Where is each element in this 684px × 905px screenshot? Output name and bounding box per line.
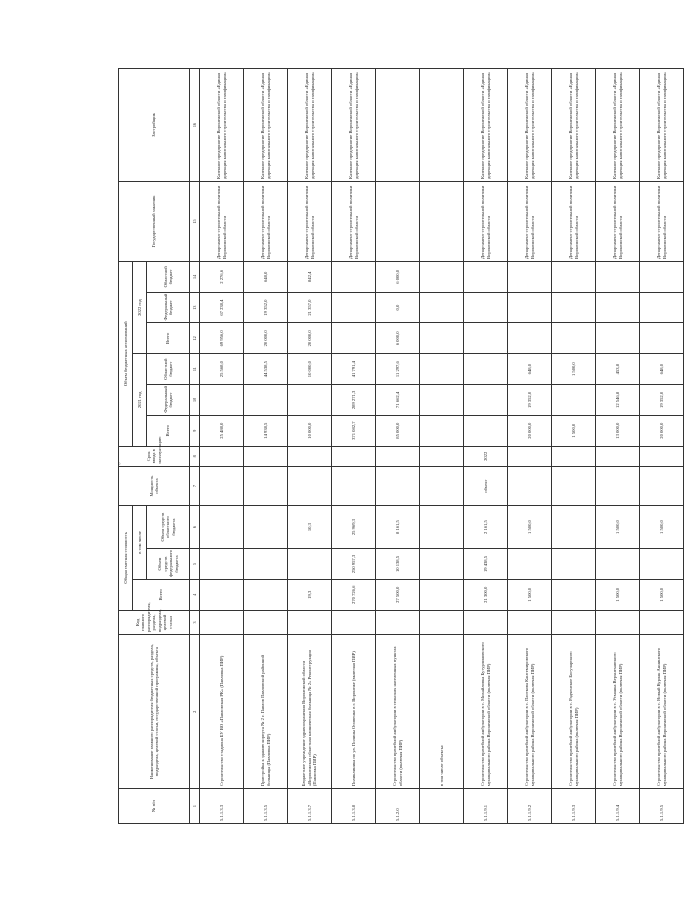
- table-row: [288, 69, 332, 824]
- table-row: [552, 69, 596, 824]
- cell-n: 5.1.1.9.5: [640, 789, 684, 824]
- cell-name: Строительство врачебной амбулатории в с. Новый Курлак Аннинского муниципального района Воронежской области (включая ПИР): [640, 635, 684, 789]
- cell-cost-total: 270 726,6: [332, 579, 376, 610]
- cell-name: Строительство врачебной амбулатории в с. Радченское Богучарского муниципального района (включая ПИР): [552, 635, 596, 789]
- cell-r21: 11 297,6: [376, 354, 420, 385]
- cell-cost-fed: 10 138,5: [376, 549, 420, 580]
- cell-t22: 69 956,0: [200, 323, 244, 354]
- header-2021-total: Всего: [147, 415, 190, 446]
- cell-cost-total: 21 300,0: [464, 579, 508, 610]
- cell-capacity: объект: [464, 467, 508, 506]
- cell-cost-reg: 2 161,5: [464, 506, 508, 549]
- cell-r22: [640, 261, 684, 292]
- cell-t22: [464, 323, 508, 354]
- cell-cost-fed: [200, 549, 244, 580]
- cell-customer: Департамент строительной политики Воронежской области: [244, 181, 288, 261]
- cell-cost-fed: [508, 549, 552, 580]
- header-2021: 2021 год: [133, 354, 147, 446]
- cell-customer: Департамент строительной политики Воронежской области: [552, 181, 596, 261]
- header-cost-total: Всего: [133, 579, 190, 610]
- cell-cost-total: 27 500,0: [376, 579, 420, 610]
- cell-f22: 0,0: [376, 292, 420, 323]
- cell-f22: [552, 292, 596, 323]
- header-2022-total: Всего: [147, 323, 190, 354]
- cell-cost-fed: [640, 549, 684, 580]
- cell-capacity: [552, 467, 596, 506]
- cell-deadline: [508, 446, 552, 467]
- cell-deadline: [376, 446, 420, 467]
- cell-developer: [420, 69, 464, 182]
- cell-cost-reg: [420, 506, 464, 549]
- cell-customer: Департамент строительной политики Воронежской области: [596, 181, 640, 261]
- cell-f22: 19 352,0: [244, 292, 288, 323]
- cell-f21: [200, 385, 244, 416]
- header-funding: Объем бюджетных ассигнований: [119, 261, 133, 446]
- table-row: [376, 69, 420, 824]
- cell-cost-total: 1 500,0: [640, 579, 684, 610]
- cell-f22: [508, 292, 552, 323]
- cell-deadline: [640, 446, 684, 467]
- cell-code: [552, 610, 596, 635]
- cell-cost-fed: 250 957,3: [332, 549, 376, 580]
- table-body: [200, 69, 684, 824]
- cell-deadline: [244, 446, 288, 467]
- cell-f21: 12 546,8: [596, 385, 640, 416]
- cell-n: 5.1.1.9.2: [508, 789, 552, 824]
- cell-r21: 1 500,0: [552, 354, 596, 385]
- cell-developer: Казенное предприятие Воронежской области «Единая дирекция капитального строительства и газификации»: [508, 69, 552, 182]
- header-cost-fed: Объем средств федерального бюджета: [147, 549, 190, 580]
- header-2022-reg: Областной бюджет: [147, 261, 190, 292]
- cell-r22: [464, 261, 508, 292]
- cell-f22: [464, 292, 508, 323]
- cell-n: 5.1.1.9.4: [596, 789, 640, 824]
- cell-code: [244, 610, 288, 635]
- cell-deadline: [200, 446, 244, 467]
- header-cost-incl: в том числе: [133, 506, 147, 580]
- table-row: [244, 69, 288, 824]
- cell-t21: [420, 415, 464, 446]
- cell-capacity: [376, 467, 420, 506]
- cell-t21: 20 000,0: [640, 415, 684, 446]
- cell-t22: 20 000,0: [288, 323, 332, 354]
- cell-name: в том числе объекты:: [420, 635, 464, 789]
- cell-cost-total: [244, 579, 288, 610]
- cell-cost-total: [552, 579, 596, 610]
- table-row: [464, 69, 508, 824]
- cell-t22: [508, 323, 552, 354]
- cell-r22: 842,4: [288, 261, 332, 292]
- cell-customer: Департамент строительной политики Воронежской области: [288, 181, 332, 261]
- cell-r22: [420, 261, 464, 292]
- cell-r21: [464, 354, 508, 385]
- cell-t22: [420, 323, 464, 354]
- cell-t21: 25 488,0: [200, 415, 244, 446]
- cell-f21: 19 352,0: [640, 385, 684, 416]
- cell-deadline: 2022: [464, 446, 508, 467]
- cell-cost-reg: 1 500,0: [640, 506, 684, 549]
- cell-deadline: [332, 446, 376, 467]
- cell-code: [596, 610, 640, 635]
- cell-r21: 10 000,0: [288, 354, 332, 385]
- cell-developer: Казенное предприятие Воронежской области «Единая дирекция капитального строительства и газификации»: [200, 69, 244, 182]
- cell-cost-fed: [596, 549, 640, 580]
- cell-r21: 25 568,0: [200, 354, 244, 385]
- cell-capacity: [508, 467, 552, 506]
- cell-f21: [288, 385, 332, 416]
- cell-developer: Казенное предприятие Воронежской области «Единая дирекция капитального строительства и газификации»: [640, 69, 684, 182]
- cell-name: Строительство врачебной амбулатории в с. Михайловка Бутурлиновского муниципального района Воронежской области (включая ПИР): [464, 635, 508, 789]
- cell-n: 5.1.2.0: [376, 789, 420, 824]
- cell-cost-reg: [200, 506, 244, 549]
- table-row: [332, 69, 376, 824]
- cell-r21: 44 538,5: [244, 354, 288, 385]
- header-2021-reg: Областной бюджет: [147, 354, 190, 385]
- cell-t21: 13 000,0: [596, 415, 640, 446]
- cell-cost-total: [200, 579, 244, 610]
- cell-n: 5.1.1.3.3: [200, 789, 244, 824]
- cell-n: 5.1.1.9.3: [552, 789, 596, 824]
- cell-cost-total: [420, 579, 464, 610]
- cell-r21: 453,8: [596, 354, 640, 385]
- cell-customer: Департамент строительной политики Воронежской области: [508, 181, 552, 261]
- header-2021-fed: Федеральный бюджет: [147, 385, 190, 416]
- cell-developer: Казенное предприятие Воронежской области «Единая дирекция капитального строительства и газификации»: [552, 69, 596, 182]
- cell-developer: Казенное предприятие Воронежской области «Единая дирекция капитального строительства и газификации»: [464, 69, 508, 182]
- header-developer: Застройщик: [119, 69, 190, 182]
- cell-cost-fed: 19 438,5: [464, 549, 508, 580]
- cell-t22: 6 000,0: [376, 323, 420, 354]
- column-index-row: 1 2 3 4 5 6 7 8 9 10 11 12 13 14 15 16: [190, 69, 200, 824]
- cell-code: [640, 610, 684, 635]
- cell-t22: [552, 323, 596, 354]
- cell-r21: 41 791,4: [332, 354, 376, 385]
- cell-developer: Казенное предприятие Воронежской области «Единая дирекция капитального строительства и газификации»: [332, 69, 376, 182]
- cell-cost-total: 19,3: [288, 579, 332, 610]
- cell-developer: Казенное предприятие Воронежской области «Единая дирекция капитального строительства и газификации»: [288, 69, 332, 182]
- cell-cost-reg: 25 969,3: [332, 506, 376, 549]
- cell-code: [288, 610, 332, 635]
- cell-customer: Департамент строительной политики Воронежской области: [200, 181, 244, 261]
- cell-r22: 2 276,6: [200, 261, 244, 292]
- cell-t21: 371 082,7: [332, 415, 376, 446]
- header-n: № п/п: [119, 789, 190, 824]
- cell-t22: [332, 323, 376, 354]
- cell-n: 5.1.1.3.5: [244, 789, 288, 824]
- cell-name: Строительство врачебной амбулатории в с. Усманка Верхнехавского муниципального района Воронежской области (включая ПИР): [596, 635, 640, 789]
- cell-cost-reg: 1 500,0: [508, 506, 552, 549]
- table-row: [640, 69, 684, 824]
- cell-code: [376, 610, 420, 635]
- cell-f22: [420, 292, 464, 323]
- cell-customer: Департамент строительной политики Воронежской области: [332, 181, 376, 261]
- cell-t21: 10 000,0: [288, 415, 332, 446]
- header-2022: 2022 год: [133, 261, 147, 353]
- header-customer: Государственный заказчик: [119, 181, 190, 261]
- header-name: Наименование главного распорядителя бюджетных средств, раздела, подраздела, целевой статьи, государственной программы, объекта: [119, 635, 190, 789]
- cell-name: Бюджетное учреждение здравоохранения Воронежской области «Воронежская областная клиническая больница № 2» Реконструкция (Павловка ПИР): [288, 635, 332, 789]
- table-row: [596, 69, 640, 824]
- cell-r22: 6 000,0: [376, 261, 420, 292]
- cell-deadline: [420, 446, 464, 467]
- stray-mark: о: [118, 462, 121, 467]
- cell-t21: 1 500,0: [552, 415, 596, 446]
- cell-t21: 20 000,0: [508, 415, 552, 446]
- cell-cost-reg: 10,3: [288, 506, 332, 549]
- cell-deadline: [288, 446, 332, 467]
- cell-cost-reg: [552, 506, 596, 549]
- cell-cost-fed: [552, 549, 596, 580]
- cell-n: 5.1.1.9.1: [464, 789, 508, 824]
- table-row: [200, 69, 244, 824]
- cell-capacity: [244, 467, 288, 506]
- cell-cost-fed: [420, 549, 464, 580]
- cell-f21: 19 352,0: [508, 385, 552, 416]
- cell-cost-total: 1 500,0: [596, 579, 640, 610]
- cell-t21: 85 000,0: [376, 415, 420, 446]
- header-cost: Общая сметная стоимость: [119, 506, 133, 611]
- cell-f21: 289 271,3: [332, 385, 376, 416]
- cell-r22: [508, 261, 552, 292]
- cell-r22: [596, 261, 640, 292]
- cell-customer: Департамент строительной политики Воронежской области: [640, 181, 684, 261]
- cell-deadline: [552, 446, 596, 467]
- cell-cost-reg: 8 161,5: [376, 506, 420, 549]
- cell-f22: [596, 292, 640, 323]
- cell-developer: Казенное предприятие Воронежской области «Единая дирекция капитального строительства и газификации»: [596, 69, 640, 182]
- cell-name: Строительство врачебной амбулатории в сельских населенных пунктах области (включая ПИР): [376, 635, 420, 789]
- cell-capacity: [332, 467, 376, 506]
- cell-n: [420, 789, 464, 824]
- cell-t22: [596, 323, 640, 354]
- cell-customer: [376, 181, 420, 261]
- cell-developer: [376, 69, 420, 182]
- header-2022-fed: Федеральный бюджет: [147, 292, 190, 323]
- cell-n: 5.1.1.3.7: [288, 789, 332, 824]
- cell-code: [464, 610, 508, 635]
- cell-capacity: [288, 467, 332, 506]
- cell-cost-reg: [244, 506, 288, 549]
- cell-f21: 71 662,4: [376, 385, 420, 416]
- cell-f21: [244, 385, 288, 416]
- cell-developer: Казенное предприятие Воронежской области «Единая дирекция капитального строительства и газификации»: [244, 69, 288, 182]
- cell-cost-total: 1 500,0: [508, 579, 552, 610]
- cell-t21: [464, 415, 508, 446]
- cell-r22: [552, 261, 596, 292]
- cell-r21: 648,0: [640, 354, 684, 385]
- cell-name: Поликлиника по ул. Полины Осипенко в г. Воронеже (включая ПИР): [332, 635, 376, 789]
- cell-t21: 14 938,5: [244, 415, 288, 446]
- cell-f21: [552, 385, 596, 416]
- cell-n: 5.1.1.3.8: [332, 789, 376, 824]
- header-code: Код главного распорядителя, раздела, подраздела, целевой статьи: [119, 610, 190, 635]
- header-deadline: Срок ввода в эксплуатацию: [119, 446, 190, 467]
- cell-cost-reg: 1 500,0: [596, 506, 640, 549]
- cell-f22: [332, 292, 376, 323]
- cell-customer: Департамент строительной политики Воронежской области: [464, 181, 508, 261]
- cell-deadline: [596, 446, 640, 467]
- cell-capacity: [596, 467, 640, 506]
- cell-f22: 21 357,0: [288, 292, 332, 323]
- cell-cost-fed: [244, 549, 288, 580]
- header-capacity: Мощность объекта: [119, 467, 190, 506]
- table-row: [420, 69, 464, 824]
- rotated-page: [118, 68, 667, 824]
- cell-f21: [464, 385, 508, 416]
- investment-table: [118, 68, 684, 824]
- cell-customer: [420, 181, 464, 261]
- cell-name: Пристройка к зданию корпуса № 2 г. Павлов Павловской районной больницы (Павловка ПИР): [244, 635, 288, 789]
- cell-r21: 648,0: [508, 354, 552, 385]
- cell-code: [332, 610, 376, 635]
- cell-cost-fed: [288, 549, 332, 580]
- cell-code: [200, 610, 244, 635]
- table-row: [508, 69, 552, 824]
- header-cost-reg: Объем средств областного бюджета: [147, 506, 190, 549]
- cell-capacity: [200, 467, 244, 506]
- cell-f22: 67 238,4: [200, 292, 244, 323]
- cell-name: Строительство стадиона БУ ВО «Павловская РК» (Павловка ПИР): [200, 635, 244, 789]
- cell-code: [508, 610, 552, 635]
- cell-r22: 648,0: [244, 261, 288, 292]
- cell-capacity: [640, 467, 684, 506]
- cell-r22: [332, 261, 376, 292]
- cell-t22: 20 000,0: [244, 323, 288, 354]
- cell-r21: [420, 354, 464, 385]
- cell-capacity: [420, 467, 464, 506]
- cell-f22: [640, 292, 684, 323]
- cell-t22: [640, 323, 684, 354]
- cell-f21: [420, 385, 464, 416]
- cell-code: [420, 610, 464, 635]
- cell-name: Строительство врачебной амбулатории в с. Пасекова Кантемировского муниципального района Воронежской области (включая ПИР): [508, 635, 552, 789]
